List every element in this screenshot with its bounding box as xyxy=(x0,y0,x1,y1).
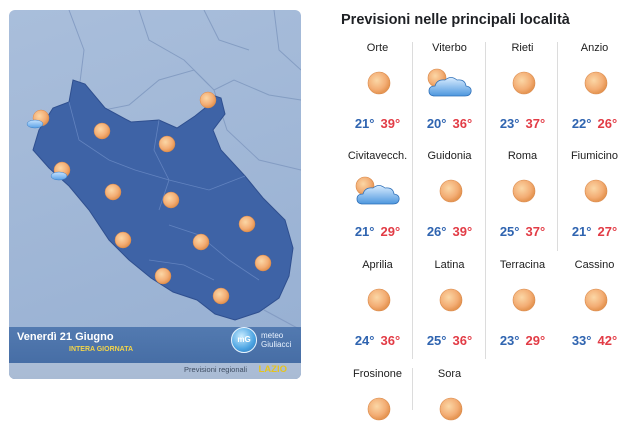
locality-cell xyxy=(558,259,631,363)
locality-cell xyxy=(413,150,486,254)
temperature-range xyxy=(486,224,559,239)
sun-icon xyxy=(362,392,396,426)
locality-cell xyxy=(558,150,631,254)
temperature-range xyxy=(558,224,631,239)
sun-icon xyxy=(115,232,131,248)
min-temperature: 21° xyxy=(354,224,375,239)
logo-text-meteo: meteo xyxy=(261,331,284,340)
min-temperature: 25° xyxy=(499,224,520,239)
min-temperature: 33° xyxy=(571,333,592,348)
sun-icon xyxy=(579,174,613,208)
locality-name: Latina xyxy=(434,259,465,271)
temperature-range xyxy=(413,224,486,239)
temperature-range xyxy=(341,116,414,131)
temperature-range xyxy=(486,116,559,131)
map-period: INTERA GIORNATA xyxy=(69,346,134,353)
min-temperature: 26° xyxy=(426,224,447,239)
min-temperature: 21° xyxy=(354,116,375,131)
temperature-range xyxy=(558,116,631,131)
locality-cell xyxy=(341,259,414,363)
sun-icon xyxy=(579,283,613,317)
sun-icon xyxy=(105,184,121,200)
locality-name: Orte xyxy=(366,42,389,54)
partly-cloudy-icon xyxy=(353,174,403,208)
sun-icon xyxy=(159,136,175,152)
map-subtitle: Previsioni regionali xyxy=(184,365,247,374)
locality-name: Sora xyxy=(437,368,462,380)
max-temperature: 36° xyxy=(452,333,473,348)
min-temperature: 22° xyxy=(571,116,592,131)
max-temperature: 36° xyxy=(380,333,401,348)
meteo-giuliacci-logo-icon: mG xyxy=(231,327,257,353)
locality-cell xyxy=(486,42,559,146)
temperature-range xyxy=(558,333,631,348)
sun-icon xyxy=(213,288,229,304)
locality-cell xyxy=(413,42,486,146)
locality-cell xyxy=(341,42,414,146)
max-temperature: 39° xyxy=(452,224,473,239)
sun-icon xyxy=(163,192,179,208)
sun-icon xyxy=(255,255,271,271)
lazio-map xyxy=(9,10,301,379)
max-temperature: 26° xyxy=(597,116,618,131)
min-temperature: 23° xyxy=(499,333,520,348)
partly-cloudy-icon xyxy=(425,66,475,100)
max-temperature: 37° xyxy=(525,224,546,239)
column-divider xyxy=(557,42,558,251)
locality-cell xyxy=(413,259,486,363)
max-temperature: 29° xyxy=(525,333,546,348)
locality-name: Anzio xyxy=(580,42,609,54)
sun-icon xyxy=(239,216,255,232)
sun-icon xyxy=(434,392,468,426)
locality-name: Viterbo xyxy=(432,42,467,54)
partly-cloudy-icon xyxy=(51,172,67,180)
locality-name: Roma xyxy=(507,150,538,162)
temperature-range xyxy=(413,116,486,131)
min-temperature: 23° xyxy=(499,116,520,131)
locality-name: Aprilia xyxy=(362,259,393,271)
max-temperature: 29° xyxy=(380,224,401,239)
sun-icon xyxy=(434,283,468,317)
max-temperature: 42° xyxy=(597,333,618,348)
sun-icon xyxy=(507,66,541,100)
min-temperature: 25° xyxy=(426,333,447,348)
partly-cloudy-icon xyxy=(27,120,43,128)
map-date: Venerdì 21 Giugno xyxy=(17,331,114,343)
locality-name: Rieti xyxy=(511,42,534,54)
locality-name: Civitavecch. xyxy=(347,150,408,162)
locality-cell xyxy=(341,368,414,431)
max-temperature: 39° xyxy=(380,116,401,131)
locality-name: Guidonia xyxy=(427,150,472,162)
locality-name: Fiumicino xyxy=(570,150,619,162)
sun-icon xyxy=(193,234,209,250)
sun-icon xyxy=(155,268,171,284)
map-footer xyxy=(9,327,301,379)
locality-cell xyxy=(486,150,559,254)
map-region-name: LAZIO xyxy=(258,364,287,375)
locality-cell xyxy=(486,259,559,363)
logo-text-giuliacci: Giuliacci xyxy=(261,340,292,349)
map-subfooter xyxy=(9,363,301,379)
locality-cell xyxy=(413,368,486,431)
column-divider xyxy=(485,42,486,359)
column-divider xyxy=(412,42,413,359)
sun-icon xyxy=(579,66,613,100)
sun-icon xyxy=(507,174,541,208)
max-temperature: 37° xyxy=(525,116,546,131)
temperature-range xyxy=(341,333,414,348)
sun-icon xyxy=(507,283,541,317)
weather-map xyxy=(9,10,301,379)
sun-icon xyxy=(362,283,396,317)
sun-icon xyxy=(200,92,216,108)
locality-name: Frosinone xyxy=(353,368,402,380)
locality-name: Terracina xyxy=(499,259,546,271)
min-temperature: 20° xyxy=(426,116,447,131)
max-temperature: 36° xyxy=(452,116,473,131)
locality-cell xyxy=(558,42,631,146)
temperature-range xyxy=(413,333,486,348)
forecast-title: Previsioni nelle principali località xyxy=(341,12,570,28)
column-divider xyxy=(412,368,413,410)
min-temperature: 24° xyxy=(354,333,375,348)
sun-icon xyxy=(362,66,396,100)
locality-name: Cassino xyxy=(574,259,615,271)
temperature-range xyxy=(486,333,559,348)
max-temperature: 27° xyxy=(597,224,618,239)
min-temperature: 21° xyxy=(571,224,592,239)
locality-cell xyxy=(341,150,414,254)
sun-icon xyxy=(434,174,468,208)
temperature-range xyxy=(341,224,414,239)
sun-icon xyxy=(94,123,110,139)
